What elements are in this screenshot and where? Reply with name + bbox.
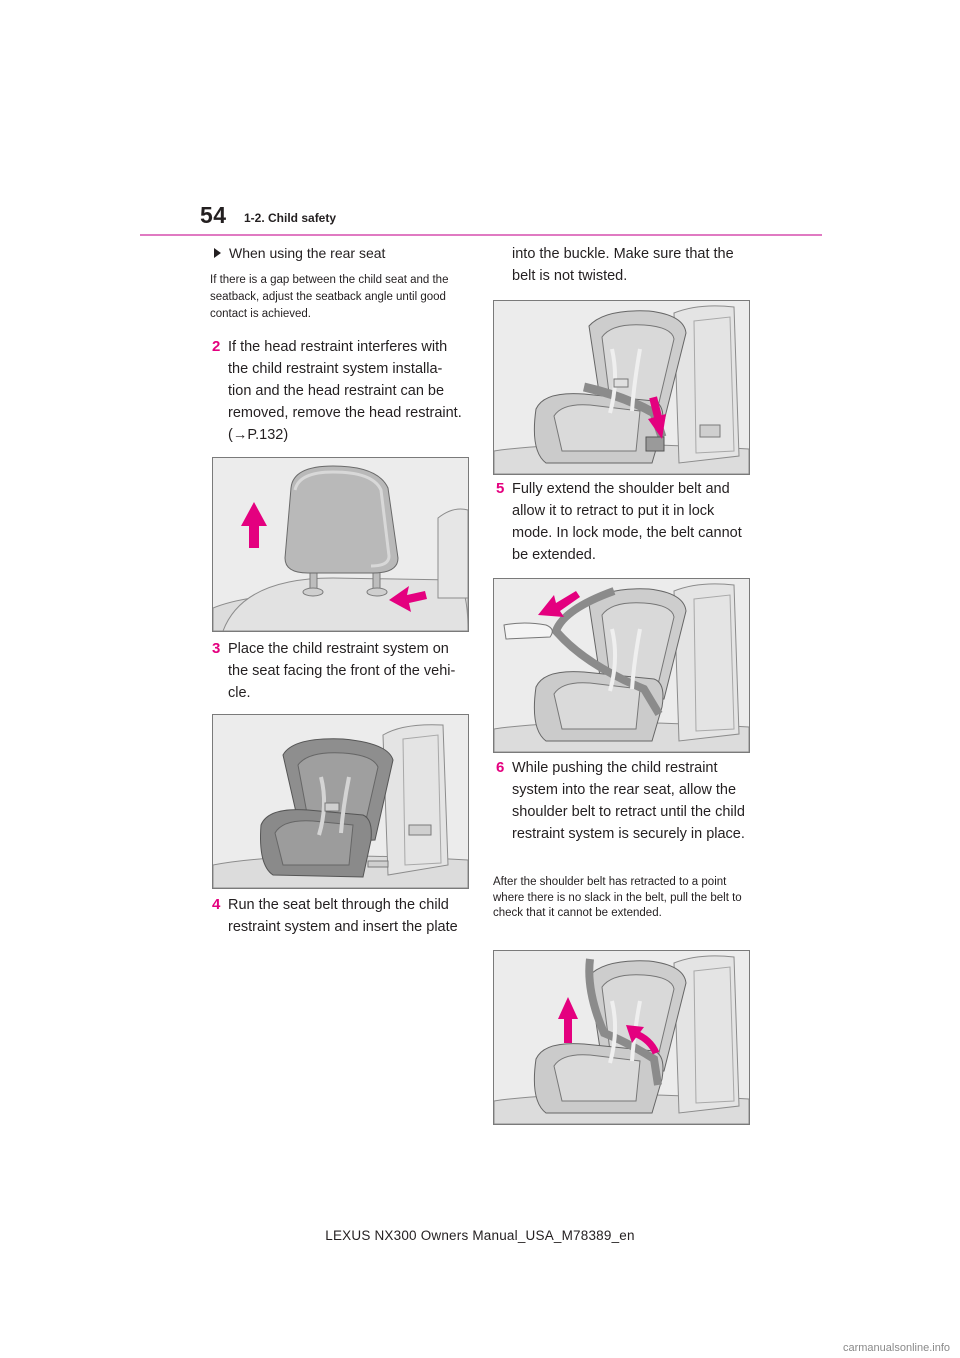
secure-child-seat-figure	[493, 950, 750, 1125]
step-4-continued	[496, 243, 760, 287]
extend-shoulder-belt-figure	[493, 578, 750, 753]
step-text: Place the child restraint system on the seat facing the front of the vehi-cle.	[228, 641, 456, 701]
page-number: 54	[200, 202, 227, 228]
gap-note: If there is a gap between the child seat and the seatback, adjust the seatback angle until good contact is achieved.	[210, 274, 449, 320]
seat-belt-buckle-figure	[493, 300, 750, 475]
step-text: Fully extend the shoulder belt and allow it to retract to put it in lock mode. In lock mode, the belt cannot be extended.	[512, 481, 742, 563]
bullet-heading-text: When using the rear seat	[229, 245, 386, 261]
seat-facing-front-figure	[212, 714, 469, 889]
step-4	[212, 894, 464, 938]
watermark: carmanualsonline.info	[842, 1342, 950, 1354]
step-text: Run the seat belt through the child restraint system and insert the plate	[228, 897, 458, 935]
step-5	[496, 478, 748, 566]
bullet-triangle-icon	[214, 248, 221, 258]
head-restraint-figure	[212, 457, 469, 632]
footer-manual-title: LEXUS NX300 Owners Manual_USA_M78389_en	[325, 1228, 635, 1243]
step-number: 4	[212, 896, 221, 913]
step-text: into the buckle. Make sure that the belt is not twisted.	[512, 246, 734, 284]
section-title: 1-2. Child safety	[244, 211, 337, 225]
step-text: While pushing the child restraint system into the rear seat, allow the shoulder belt to retract until the child restraint system is securely in place.	[512, 760, 745, 842]
step-2	[212, 336, 464, 446]
bullet-heading	[214, 245, 385, 261]
step-number: 6	[496, 759, 505, 776]
step-number: 2	[212, 338, 221, 355]
step-3	[212, 638, 464, 704]
step-6	[496, 757, 748, 845]
header-rule	[140, 234, 822, 236]
retract-note: After the shoulder belt has retracted to a point where there is no slack in the belt, pull the belt to check that it cannot be extended.	[493, 876, 742, 919]
step-number: 5	[496, 480, 505, 497]
step-text: If the head restraint interferes with the child restraint system installa-tion and the head restraint can be removed, remove the head restraint. (→P.132)	[228, 339, 462, 443]
step-number: 3	[212, 640, 221, 657]
